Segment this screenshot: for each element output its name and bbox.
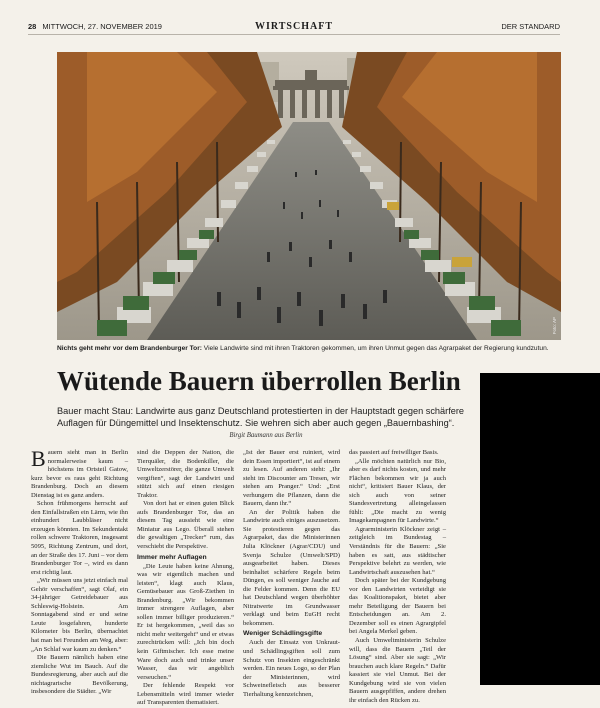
redacted-block [480,373,600,685]
paragraph [31,446,128,500]
caption-lead: Nichts geht mehr vor dem Brandenburger Tor: [57,345,202,352]
paragraph: Schon frühmorgens herrscht auf den Einfallstraßen ein Lärm, wie ihn einhundert Laubbläser nicht erzeugen könnten. Im Sekundentakt rollen schwere Traktoren, insgesamt 5095, Richtung Zentrum, und dort, an der Straße des 17. Juni – vor dem Brandenburger Tor –, wird es dann erst richtig laut. [31,500,128,576]
paragraph: Der fehlende Respekt vor Lebensmitteln wird immer wieder auf Transparenten thematisiert. [137,682,234,707]
paragraph: Von dort hat er einen guten Blick aufs Brandenburger Tor, das an diesem Tag aussieht wie eine Miniatur aus Lego. Überall stehen die gewaltigen „Trecker“ rum, das verschiebt die Perspektive. [137,500,234,551]
article-headline: Wütende Bauern überrollen Berlin [57,366,461,396]
paragraph: „Ist der Bauer erst ruiniert, wird dein Essen importiert“, ist auf einem zu lesen. Auf anderen steht: „Ihr steht im Discounter am Tresen, wir stehen am Pranger.“ Und: „Erst verhungern die Pflanzen, dann die Bauern, dann ihr.“ [243,449,340,508]
paragraph: Doch später bei der Kundgebung vor den Landwirten verteidigt sie das Koalitionspaket, bietet aber mehr Beteiligung der Bauern bei Entscheidungen an. Am 2. Dezember soll es einen Agrargipfel bei Angela Merkel geben. [349,577,446,636]
article-column-4 [349,449,446,704]
page-header [28,20,560,35]
tractor-protest-illustration [57,52,561,340]
caption-text: Viele Landwirte sind mit ihren Traktoren gekommen, um ihren Unmut gegen das Agrarpaket der Regierung kundzutun. [201,345,549,352]
paragraph: Auch der Einsatz von Unkraut- und Schädlingsgiften soll zum Schutz von Insekten eingeschränkt werden. Ein neues Logo, so der Plan der Ministerinnen, wird Schweinefleisch aus besserer Tierhaltung kennzeichnen, [243,639,340,698]
paragraph: An der Politik haben die Landwirte auch einiges auszusetzen. Sie protestieren gegen das Agrarpaket, das die Ministerinnen Julia Klöckner (Agrar/CDU) und Svenja Schulze (Umwelt/SPD) ausgearbeitet haben. Dieses beinhaltet schärfere Regeln beim Düngen, es soll weniger Jauche auf die Felder kommen. Denn die EU hat Deutschland wegen überhöhter Nitratwerte im Grundwasser verklagt und beim EuGH recht bekommen. [243,508,340,627]
paragraph-text: auern sieht man in Berlin normalerweise kaum – höchstens im Ortsteil Gatow, kurz bevor es raus geht Richtung Brandenburg. Doch an diesem Dienstag ist es ganz anders. [31,449,128,499]
photo-caption [57,344,561,353]
article-column-3 [243,449,340,698]
paragraph: das passiert auf freiwilliger Basis. [349,449,439,456]
drop-cap: B [31,446,46,471]
article-byline: Birgit Baumann aus Berlin [229,432,303,439]
publication-name: DER STANDARD [501,22,560,31]
article-subtitle: Bauer macht Stau: Landwirte aus ganz Deutschland protestierten in der Hauptstadt gegen schärfere Auflagen für Düngemittel und Insektenschutz. Sie wehren sich aber auch gegen „Bauernbashing“. [57,406,465,428]
paragraph: Auch Umweltministerin Schulze will, dass die Bauern „Teil der Lösung“ sind. Aber sie sagt: „Wir brauchen auch klare Regeln.“ Dafür kassiert sie viel Unmut. Bei der Kundgebung wird sie von vielen Bauern ausgepfiffen, andere drehen ihr einfach den Rücken zu. [349,637,446,704]
article-column-1 [31,446,128,696]
paragraph: Die Bauern nämlich haben eine ziemliche Wut im Bauch. Auf die Bundesregierung, aber auch auf die nichtagrarische Bevölkerung, insbesondere die Städter. „Wir [31,654,128,696]
section-name: WIRTSCHAFT [255,21,333,32]
subheading: Immer mehr Auflagen [137,553,207,561]
paragraph: „Wir müssen uns jetzt einfach mal Gehör verschaffen“, sagt Olaf, ein 34-jähriger Getreidebauer aus Schleswig-Holstein. Am Sonntagabend sind er und seine Leute losgefahren, hunderte Kilometer bis Berlin, übernachtet hat man bei Freunden am Weg, aber: „An Schlaf war kaum zu denken.“ [31,577,128,653]
photo-credit: Foto: AP [552,316,557,334]
article-column-2 [137,449,234,707]
paragraph: „Alle möchten natürlich nur Bio, aber es darf nichts kosten, und mehr Flächen bekommen wir ja auch nicht“, kritisiert Bauer Klaus, der sich auch von seiner Standesvertretung alleingelassen fühlt: „Die macht zu wenig Imagekampagnen für Landwirte.“ [349,457,446,525]
news-photo [57,52,561,340]
issue-date: MITTWOCH, 27. NOVEMBER 2019 [42,22,162,31]
subheading: Weniger Schädlingsgifte [243,630,323,638]
page-number: 28 [28,22,37,31]
paragraph: sind die Deppen der Nation, die Tierquäler, die Bodenkiller, die Umweltzerstörer, die ganze Umwelt vergiften“, sagt der Landwirt und stützt sich auf einen riesigen Traktor. [137,449,234,499]
paragraph: Agrarministerin Klöckner zeigt – zeitgleich im Bundestag – Verständnis für die Bauern: „Sie haben es satt, aus städtischer Perspektive belehrt zu werden, wie Landwirtschaft auszusehen hat.“ [349,525,446,576]
paragraph: „Die Leute haben keine Ahnung, was wir eigentlich machen und leisten“, klagt auch Klaus, Gemüsebauer aus Groß-Ziethen in Brandenburg. „Wir bekommen immer strengere Auflagen, aber sollen immer billiger produzieren.“ Er ist hergekommen, „weil das so nicht mehr weitergeht“ und er etwas zurechtrücken will: „Ich bin doch kein Giftmischer. Ich esse meine Ware doch auch und trinke unser Wasser, das wir angeblich verseuchen.“ [137,562,234,681]
